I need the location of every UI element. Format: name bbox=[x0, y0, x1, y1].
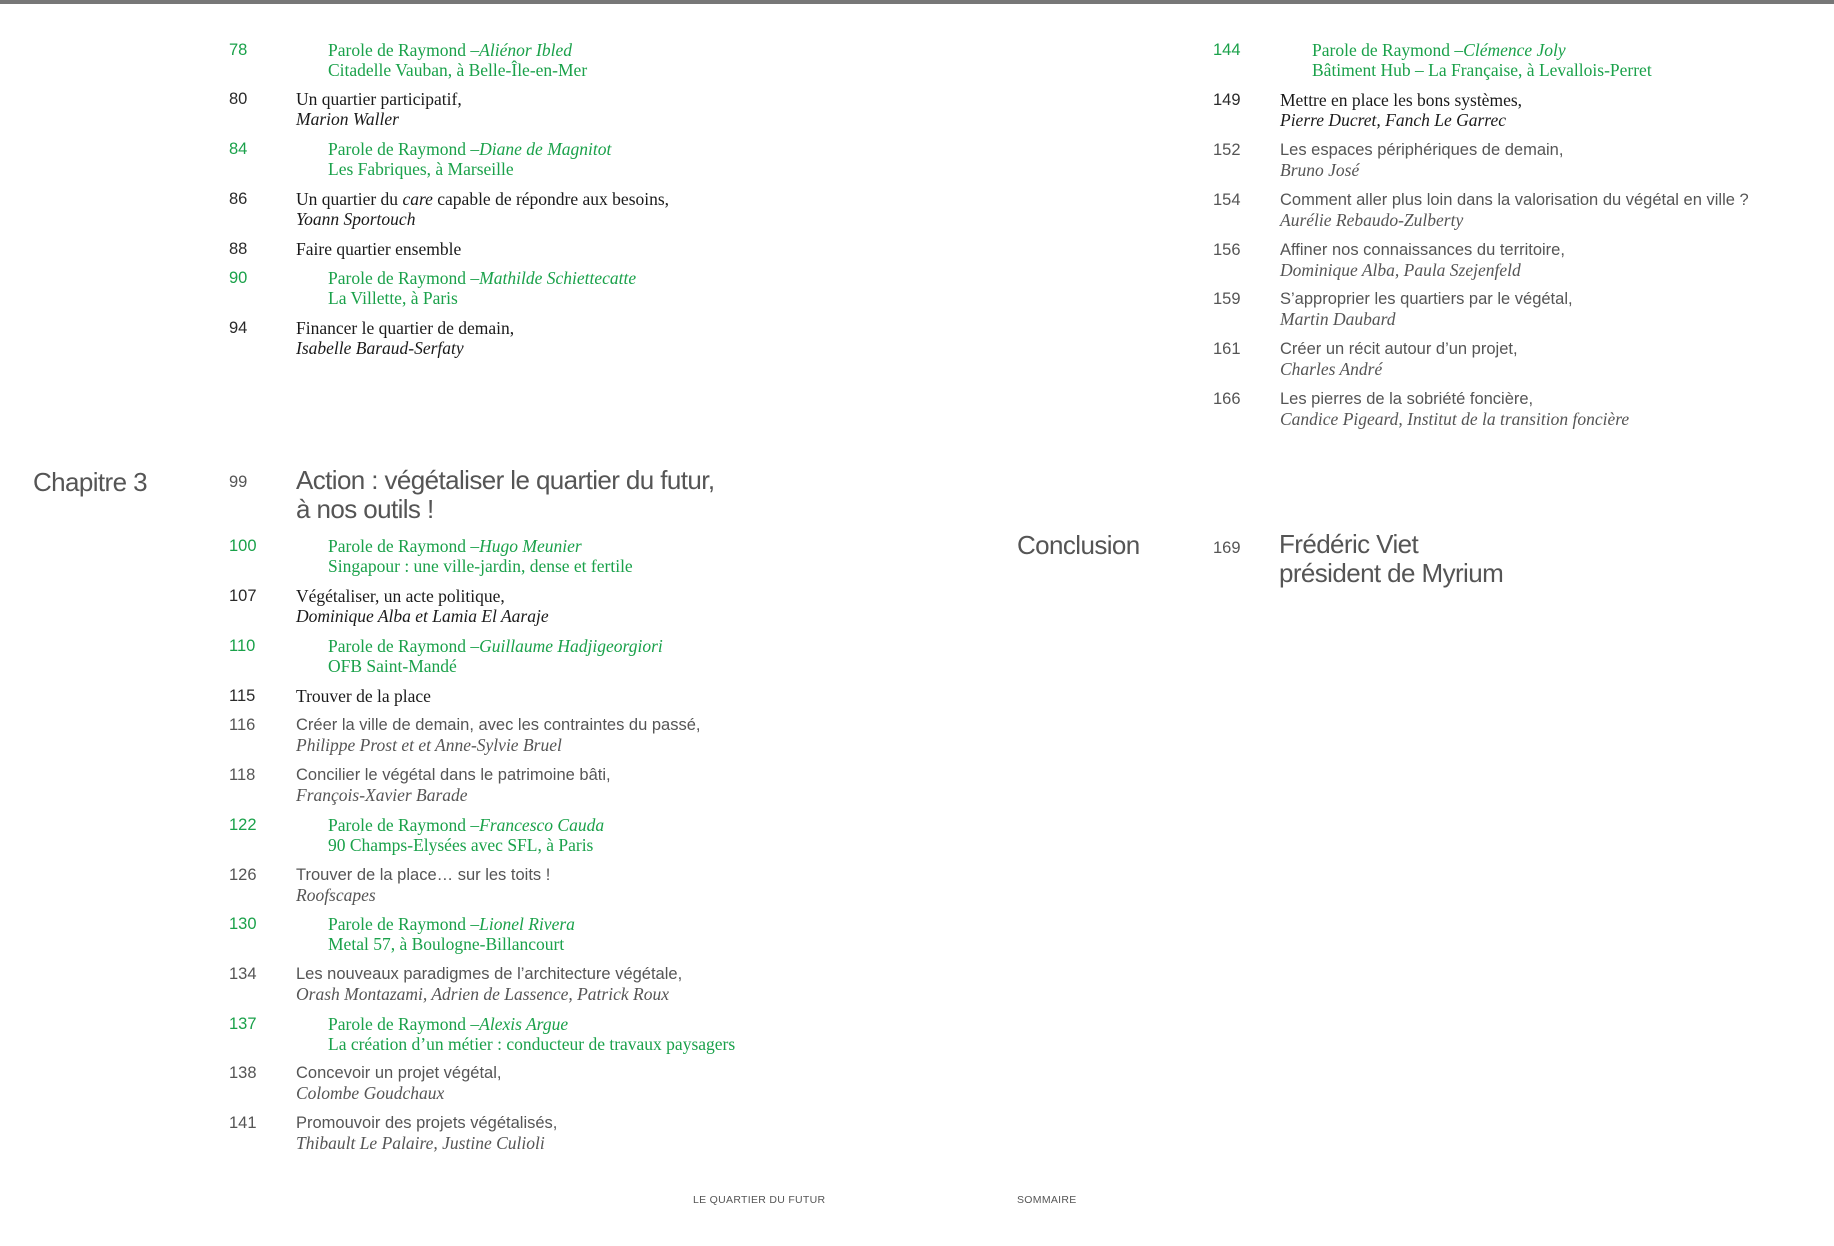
toc-entry bbox=[0, 964, 917, 1010]
toc-entry bbox=[0, 815, 917, 861]
page-number: 134 bbox=[229, 965, 257, 983]
page-number: 144 bbox=[1213, 41, 1241, 59]
project-location: OFB Saint-Mandé bbox=[328, 656, 457, 676]
toc-entry bbox=[0, 715, 917, 761]
parole-prefix: Parole de Raymond – bbox=[328, 636, 480, 656]
entry-author: Pierre Ducret, Fanch Le Garrec bbox=[1280, 110, 1506, 130]
parole-prefix: Parole de Raymond – bbox=[328, 139, 480, 159]
chapter-page-number: 99 bbox=[229, 473, 248, 491]
entry-author: Martin Daubard bbox=[1280, 309, 1396, 329]
page-number: 116 bbox=[229, 716, 256, 734]
running-footer-right: SOMMAIRE bbox=[1017, 1194, 1077, 1206]
project-location: La création d’un métier : conducteur de travaux paysagers bbox=[328, 1034, 736, 1054]
page-number: 94 bbox=[229, 319, 248, 337]
toc-entry bbox=[0, 765, 917, 811]
page-number: 90 bbox=[229, 269, 248, 287]
project-location: Les Fabriques, à Marseille bbox=[328, 159, 514, 179]
entry-title bbox=[296, 189, 669, 209]
page-number: 118 bbox=[229, 766, 256, 784]
toc-entry bbox=[984, 90, 1834, 136]
entry-title bbox=[328, 536, 582, 556]
toc-entry bbox=[0, 586, 917, 632]
chapter-title-line1: Action : végétaliser le quartier du futur, bbox=[296, 465, 715, 495]
parole-prefix: Parole de Raymond – bbox=[328, 268, 480, 288]
interviewee-name: Lionel Rivera bbox=[479, 914, 575, 934]
interviewee-name: Francesco Cauda bbox=[479, 815, 605, 835]
parole-prefix: Parole de Raymond – bbox=[328, 815, 480, 835]
page-number: 166 bbox=[1213, 390, 1241, 408]
page-number: 149 bbox=[1213, 91, 1241, 109]
interviewee-name: Clémence Joly bbox=[1463, 40, 1566, 60]
interviewee-name: Alexis Argue bbox=[479, 1014, 569, 1034]
toc-entry bbox=[0, 1014, 917, 1060]
toc-entry bbox=[0, 536, 917, 582]
project-location: Citadelle Vauban, à Belle-Île-en-Mer bbox=[328, 60, 588, 80]
toc-entry bbox=[984, 190, 1834, 236]
chapter-title-line2: à nos outils ! bbox=[296, 494, 434, 524]
parole-prefix: Parole de Raymond – bbox=[328, 40, 480, 60]
parole-prefix: Parole de Raymond – bbox=[1312, 40, 1464, 60]
project-location: La Villette, à Paris bbox=[328, 288, 458, 308]
interviewee-name: Diane de Magnitot bbox=[479, 139, 612, 159]
toc-entry bbox=[984, 389, 1834, 435]
toc-entry bbox=[0, 139, 917, 185]
toc-entry bbox=[0, 89, 917, 135]
conclusion-page-number: 169 bbox=[1213, 539, 1241, 557]
entry-title: Un quartier participatif, bbox=[296, 89, 462, 109]
toc-entry bbox=[0, 1063, 917, 1109]
page-number: 137 bbox=[229, 1015, 257, 1033]
entry-title bbox=[328, 1014, 568, 1034]
page-number: 110 bbox=[229, 637, 256, 655]
page-number: 159 bbox=[1213, 290, 1241, 308]
entry-title: Trouver de la place… sur les toits ! bbox=[296, 866, 551, 884]
page-number: 130 bbox=[229, 915, 257, 933]
conclusion-label: Conclusion bbox=[1017, 530, 1140, 560]
title-part: Un quartier du bbox=[296, 189, 403, 209]
page-number: 88 bbox=[229, 240, 248, 258]
parole-prefix: Parole de Raymond – bbox=[328, 914, 480, 934]
chapter-label: Chapitre 3 bbox=[33, 467, 147, 497]
entry-title bbox=[328, 139, 611, 159]
page-number: 86 bbox=[229, 190, 248, 208]
page-number: 80 bbox=[229, 90, 248, 108]
entry-title: Concevoir un projet végétal, bbox=[296, 1064, 502, 1082]
entry-title: Créer un récit autour d’un projet, bbox=[1280, 340, 1518, 358]
page-number: 126 bbox=[229, 866, 257, 884]
entry-author: François-Xavier Barade bbox=[296, 785, 468, 805]
entry-author: Philippe Prost et et Anne-Sylvie Bruel bbox=[296, 735, 562, 755]
entry-title: Trouver de la place bbox=[296, 686, 431, 706]
entry-title: Végétaliser, un acte politique, bbox=[296, 586, 505, 606]
page-number: 115 bbox=[229, 687, 256, 705]
toc-entry bbox=[984, 140, 1834, 186]
page-number: 152 bbox=[1213, 141, 1241, 159]
entry-title bbox=[328, 636, 663, 656]
page-number: 107 bbox=[229, 587, 257, 605]
toc-entry bbox=[0, 268, 917, 314]
page-number: 84 bbox=[229, 140, 248, 158]
conclusion-title-line2: président de Myrium bbox=[1279, 558, 1504, 588]
interviewee-name: Aliénor Ibled bbox=[479, 40, 572, 60]
entry-title bbox=[328, 815, 604, 835]
entry-title bbox=[328, 268, 636, 288]
entry-title: S’approprier les quartiers par le végétal, bbox=[1280, 290, 1573, 308]
entry-author: Charles André bbox=[1280, 359, 1383, 379]
entry-author: Isabelle Baraud-Serfaty bbox=[296, 338, 464, 358]
interviewee-name: Guillaume Hadjigeorgiori bbox=[479, 636, 663, 656]
entry-title: Comment aller plus loin dans la valorisation du végétal en ville ? bbox=[1280, 191, 1749, 209]
entry-author: Thibault Le Palaire, Justine Culioli bbox=[296, 1133, 545, 1153]
parole-prefix: Parole de Raymond – bbox=[328, 1014, 480, 1034]
toc-entry bbox=[0, 636, 917, 682]
toc-entry bbox=[984, 289, 1834, 335]
entry-author: Dominique Alba et Lamia El Aaraje bbox=[296, 606, 549, 626]
entry-author: Marion Waller bbox=[296, 109, 399, 129]
entry-author: Colombe Goudchaux bbox=[296, 1083, 445, 1103]
page-number: 154 bbox=[1213, 191, 1241, 209]
interviewee-name: Mathilde Schiettecatte bbox=[479, 268, 637, 288]
entry-author: Aurélie Rebaudo-Zulberty bbox=[1280, 210, 1464, 230]
toc-entry bbox=[984, 339, 1834, 385]
toc-entry bbox=[0, 865, 917, 911]
conclusion-title-line1: Frédéric Viet bbox=[1279, 529, 1419, 559]
entry-title: Les nouveaux paradigmes de l’architecture végétale, bbox=[296, 965, 683, 983]
entry-title: Financer le quartier de demain, bbox=[296, 318, 515, 338]
toc-entry bbox=[0, 40, 917, 86]
entry-title bbox=[328, 914, 575, 934]
project-location: Bâtiment Hub – La Française, à Levallois-Perret bbox=[1312, 60, 1652, 80]
entry-title: Faire quartier ensemble bbox=[296, 239, 462, 259]
page-number: 138 bbox=[229, 1064, 257, 1082]
toc-entry bbox=[984, 240, 1834, 286]
toc-entry bbox=[0, 914, 917, 960]
entry-title: Mettre en place les bons systèmes, bbox=[1280, 90, 1523, 110]
page-number: 122 bbox=[229, 816, 257, 834]
entry-author: Bruno José bbox=[1280, 160, 1360, 180]
entry-author: Yoann Sportouch bbox=[296, 209, 416, 229]
entry-title: Affiner nos connaissances du territoire, bbox=[1280, 241, 1565, 259]
entry-author: Candice Pigeard, Institut de la transition foncière bbox=[1280, 409, 1630, 429]
entry-title: Les pierres de la sobriété foncière, bbox=[1280, 390, 1534, 408]
title-emphasis: care bbox=[402, 189, 433, 209]
page-number: 78 bbox=[229, 41, 248, 59]
project-location: Singapour : une ville-jardin, dense et fertile bbox=[328, 556, 633, 576]
entry-author: Orash Montazami, Adrien de Lassence, Patrick Roux bbox=[296, 984, 669, 1004]
toc-entry bbox=[0, 318, 917, 364]
parole-prefix: Parole de Raymond – bbox=[328, 536, 480, 556]
entry-title: Concilier le végétal dans le patrimoine bâti, bbox=[296, 766, 611, 784]
project-location: Metal 57, à Boulogne-Billancourt bbox=[328, 934, 565, 954]
page-number: 161 bbox=[1213, 340, 1241, 358]
running-footer-left: LE QUARTIER DU FUTUR bbox=[693, 1194, 826, 1206]
interviewee-name: Hugo Meunier bbox=[479, 536, 582, 556]
toc-entry bbox=[0, 1113, 917, 1159]
page-number: 156 bbox=[1213, 241, 1241, 259]
entry-title bbox=[328, 40, 572, 60]
entry-title bbox=[1312, 40, 1566, 60]
toc-entry bbox=[0, 189, 917, 235]
toc-entry bbox=[984, 40, 1834, 86]
page-number: 141 bbox=[229, 1114, 257, 1132]
entry-title: Promouvoir des projets végétalisés, bbox=[296, 1114, 558, 1132]
toc-list-right bbox=[917, 0, 1834, 1246]
entry-author: Dominique Alba, Paula Szejenfeld bbox=[1280, 260, 1521, 280]
entry-title: Les espaces périphériques de demain, bbox=[1280, 141, 1564, 159]
right-page bbox=[917, 0, 1834, 1246]
project-location: 90 Champs-Elysées avec SFL, à Paris bbox=[328, 835, 594, 855]
entry-title: Créer la ville de demain, avec les contraintes du passé, bbox=[296, 716, 701, 734]
title-part: capable de répondre aux besoins, bbox=[432, 189, 670, 209]
entry-author: Roofscapes bbox=[296, 885, 376, 905]
page-number: 100 bbox=[229, 537, 257, 555]
